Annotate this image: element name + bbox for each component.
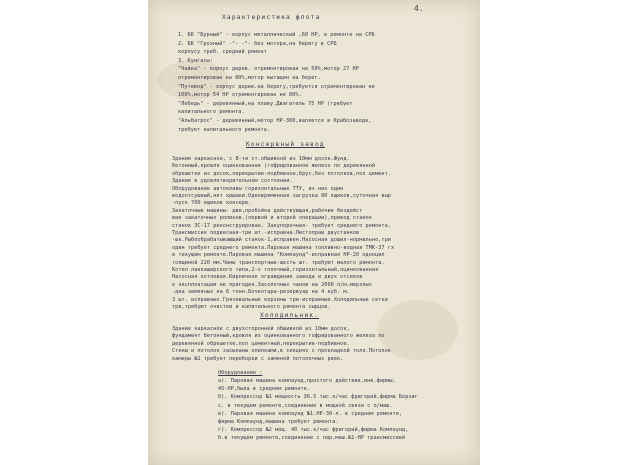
text-line: водоотсушный,нет крышки.Одновременная загрузка 80 ящиков,суточная выр [172,193,391,199]
text-line: г). Компрессор №2 мощ. 40 тыс.к/час фригорий,фирма Компаунд, [218,427,409,434]
section-title-cannery: Консервный завод [246,141,325,148]
text-line: 2. БК "Грозный" -"- -"- без мотора,на берегу в СРБ [178,40,337,47]
text-line: толщиной 220 мм.Чаны транспортные-шесть шт. требуют малого ремонта. [172,259,385,266]
text-line: бетонный,кровля оцинкованная (гофрированное железо по деревянной [172,163,376,170]
text-line: а). Паровая машина компаунд,простого действия,инв.фирмы, [218,378,396,384]
text-line: "Альбатрос" - деревянный,мотор НР-300,валяется в Крабозаводе, [178,118,372,124]
text-line: деревянной обрешетке,пол цементный,перекрытие-подбивное. [172,340,350,347]
equipment-title: Оборудование : [218,370,263,376]
section-title-refrigerator: Холодильник. [260,312,320,319]
text-line: -дна земляных на 6 тонн.Бочкотара-резервуар на 4 куб. м. [172,289,350,296]
text-line: Котел ланкаширского типа,2-х топочный,горизонтальный,оцинкованная [172,267,379,273]
text-line: 3 шт. исправных.Грязевальные корзины три-исправные.Холодильные сетки [172,296,388,303]
text-line: три,требуют очистки и капитального ремонта сырцов. [172,304,331,310]
text-line: с. в текущем ремонте,соединение в мощной связи с п/маш. [218,402,393,409]
text-line: 3. Кунгасы: [178,57,213,64]
text-line: корпусу треб. средний ремонт [178,49,267,56]
text-line: "Лебедь" - деревянный,на плаву.Двигатель 75 НР (требует [178,100,353,107]
page-number: 4. [414,4,424,13]
text-line: один требует среднего ремонта.Паровая машина топливно-водная ТМК-37 гх [172,244,395,251]
text-line: станок ЗС-17 реконструирован. Закупорочная- требует среднего ремонта. [172,222,391,229]
text-line: б.в текущем ремонте,соединение с пар.маш.№1-НР трансмиссией [218,435,406,442]
text-line: Насосная котловая.Кирпичное ограждение завода и двух отсеков [172,274,363,281]
document-page [148,0,480,465]
text-line: камеры №1 требует переборки с заменой потолочных реек. [172,355,344,362]
text-line: -пуск 700 ящиков консерв. [172,200,252,207]
text-line: 1. БК "Бурный" - корпус металлический ,60 НР, в ремонте на СРБ [178,32,375,38]
text-line: фирма Компаунд,машина требует ремонта. [218,419,339,425]
text-line: Трансмиссия подвесная-три шт.-исправна.Листоправ двустанков [172,230,360,236]
text-line: "Чайка" - корпус дерев. отремонтирован на 50%,мотор 27 НР [178,66,359,73]
text-line: 100%,мотор 54 НР отремонтирован не 80%. [178,92,302,99]
text-line: 45-НР,была в среднем ремонте. [218,386,311,393]
text-line: -шк.Рыбообрабатывающий станок-1,исправен.Насосная дошил-нормально,три [172,237,391,244]
section-title-fleet: Характеристика флота [222,14,321,21]
text-line: вие закаточных роликов,(первой и второй операции),привод станок [172,215,372,222]
text-line: "Путевод" - корпус дерев.на берегу,требуется отремонтирован не [178,83,375,90]
text-line: в текущем ремонте.Паровая машина "Компаунд"-исправная НР-20 одноцил [172,252,385,259]
text-line: Стены и потолок засыпаны опилками,в секциях с прокладкой толя.Потолок [172,348,391,355]
text-line: б). Компрессор №1 мощность 36.5 тыс.к/час фригорий,фирма Борзиг [218,394,418,401]
text-line: обрешетке из досок,перекрытие-подбивное,брус,без потолков,пол цемент. [172,170,391,177]
text-line: Закаточные машины- две,пробойка действующая,рабочие бездейст [172,207,363,214]
text-line: Здание в удовлетворительном состоянии. [172,178,293,185]
text-line: фундамент бетонный,кровля из оцинкованного гофрированного железа по [172,333,385,340]
text-line: капитального ремонта. [178,109,245,116]
text-line: Оборудование автоклавы горизонтальные ТТУ, из них один [172,185,344,192]
text-line: отремонтирован на 80%,мотор вытащен на берег. [178,75,321,81]
text-line: Здание каркасное, с 8-ти ст.обшивкой из 10мм досок.Фунд. [172,156,350,162]
text-line: требует капитального ремонта. [178,126,271,133]
text-line: в). Паровая машина компаунд №1.НР-30-л. в среднем ремонте, [218,410,403,417]
text-line: Здание каркасное с двухсторонней обшивкой из 10мм досок, [172,326,350,332]
text-line: к эксплоатации не пригоден.Засолочных чанов на 2000 п/м,мерзлых [172,281,372,288]
